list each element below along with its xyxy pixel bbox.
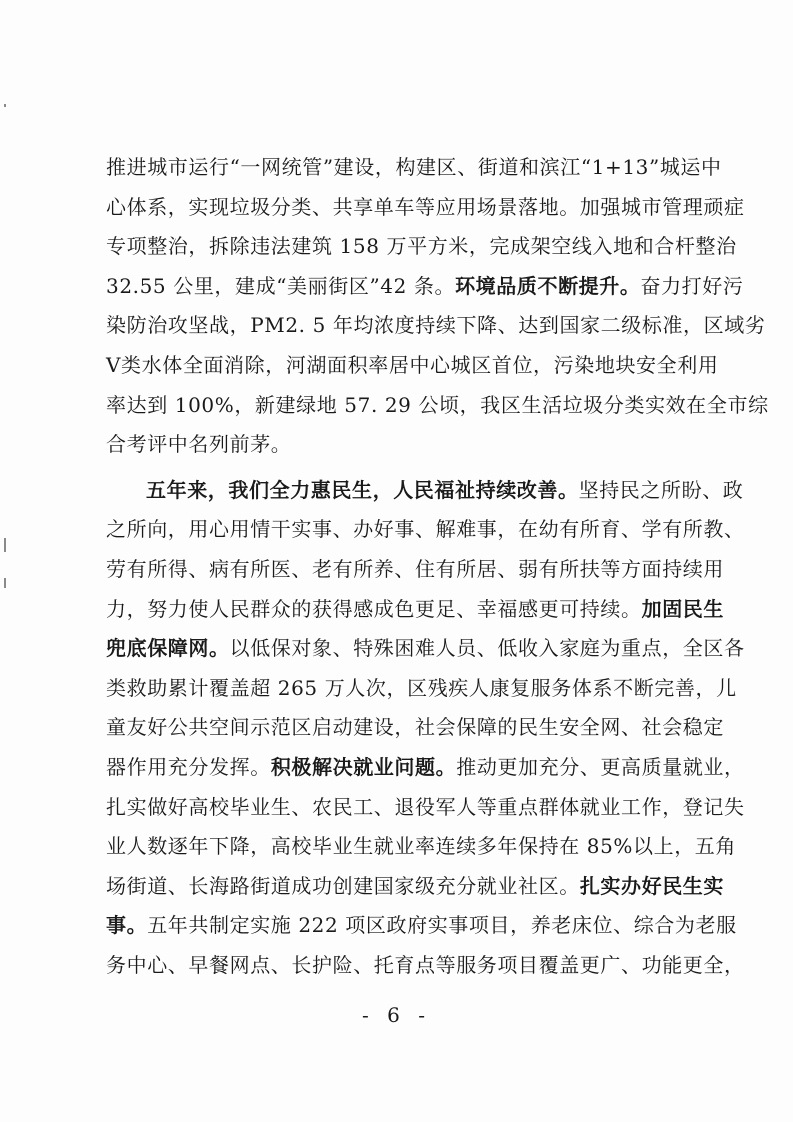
paragraph-livelihood [106,471,745,986]
bold-heading-practical-matters: 扎实办好民生实 [579,873,725,898]
text-line: 心体系，实现垃圾分类、共享单车等应用场景落地。加强城市管理顽症 [106,194,745,219]
text-segment: 32.55 公里，建成“美丽街区”42 条。 [106,273,456,298]
scan-mark-top [4,104,6,107]
text-line: 合考评中名列前茅。 [106,432,292,457]
text-line: 劳有所得、病有所医、老有所养、住有所居、弱有所扶等方面持续用 [106,556,724,581]
bold-heading-practical-matters-cont: 事。 [106,913,148,938]
bold-heading-safety-net-cont: 兜底保障网。 [106,636,230,661]
bold-heading-employment: 积极解决就业问题。 [270,754,457,779]
paragraph-environment [106,148,769,465]
text-line [106,267,744,307]
scan-mark-middle [4,538,6,552]
text-line [106,590,725,630]
text-line [106,867,725,907]
text-segment: 坚持民之所盼、政 [578,477,744,502]
text-line: 之所向，用心用情干实事、办好事、解难事，在幼有所育、学有所教、 [106,517,745,542]
text-line [106,629,745,669]
text-line: 专项整治，拆除违法建筑 158 万平方米，完成架空线入地和合杆整治 [106,234,737,259]
body-text [106,148,769,985]
text-line: 务中心、早餐网点、长护险、托育点等服务项目覆盖更广、功能更全， [106,952,745,977]
text-line: 童友好公共空间示范区启动建设，社会保障的民生安全网、社会稳定 [106,715,724,740]
bold-heading-environment: 环境品质不断提升。 [455,273,641,298]
text-segment: 推动更加充分、更高质量就业， [456,754,745,779]
bold-heading-livelihood: 五年来，我们全力惠民生，人民福祉持续改善。 [146,477,579,502]
text-segment: 器作用充分发挥。 [106,754,271,779]
text-segment: 场街道、长海路街道成功创建国家级充分就业社区。 [106,873,580,898]
text-segment: 以低保对象、特殊困难人员、低收入家庭为重点，全区各 [229,636,745,661]
text-line: 染防治攻坚战，PM2. 5 年均浓度持续下降、达到国家二级标准，区域劣 [106,313,766,338]
text-line: Ⅴ类水体全面消除，河湖面积率居中心城区首位，污染地块安全利用 [106,352,719,377]
scan-mark-lower [4,578,6,588]
text-line [106,906,737,946]
text-segment: 五年共制定实施 222 项区政府实事项目，养老床位、综合为老服 [147,913,737,938]
text-line: 率达到 100%，新建绿地 57. 29 公顷，我区生活垃圾分类实效在全市综 [106,392,769,417]
text-line: 推进城市运行“一网统管”建设，构建区、街道和滨江“1+13”城运中 [106,155,722,179]
bold-heading-safety-net: 加固民生 [641,596,725,621]
text-line: 扎实做好高校毕业生、农民工、退役军人等重点群体就业工作，登记失 [106,794,745,819]
text-segment: 力，努力使人民群众的获得感成色更足、幸福感更可持续。 [106,596,642,621]
text-line [106,748,745,788]
text-line: 类救助累计覆盖超 265 万人次，区残疾人康复服务体系不断完善，儿 [106,675,737,700]
text-line: 业人数逐年下降，高校毕业生就业率连续多年保持在 85%以上，五角 [106,834,737,859]
text-line [106,471,744,511]
text-segment: 奋力打好污 [640,273,744,298]
page-number: - 6 - [362,1003,431,1027]
